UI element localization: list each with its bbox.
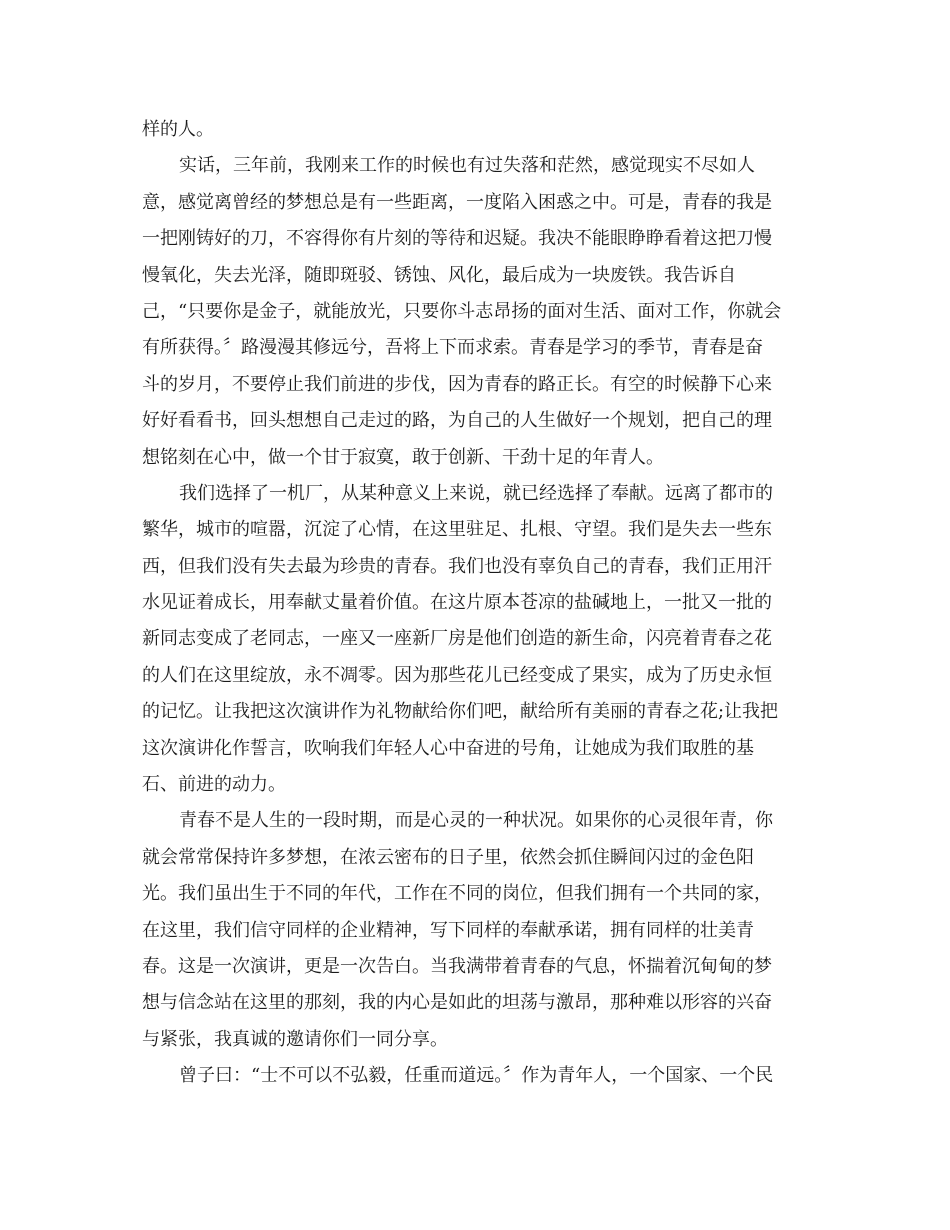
paragraph-first-line: 青春不是人生的一段时期，而是心灵的一种状况。如果你的心灵很年青，你 [179,810,773,832]
text-line: 春。这是一次演讲，更是一次告白。当我满带着青春的气息，怀揣着沉甸甸的梦 [142,955,772,977]
text-line: 好好看看书，回头想想自己走过的路，为自己的人生做好一个规划，把自己的理 [142,410,772,432]
text-line: 西，但我们没有失去最为珍贵的青春。我们也没有辜负自己的青春，我们正用汗 [142,555,772,577]
text-line: 的记忆。让我把这次演讲作为礼物献给你们吧，献给所有美丽的青春之花;让我把 [142,701,779,723]
text-line: 己，“只要你是金子，就能放光，只要你斗志昂扬的面对生活、面对工作，你就会 [142,300,782,322]
text-line: 样的人。 [142,119,214,140]
text-line: 光。我们虽出生于不同的年代，工作在不同的岗位，但我们拥有一个共同的家， [142,883,772,905]
text-line: 意，感觉离曾经的梦想总是有一些距离，一度陷入困惑之中。可是，青春的我是 [142,191,772,213]
text-line: 在这里，我们信守同样的企业精神，写下同样的奉献承诺，拥有同样的壮美青 [142,919,754,941]
body-text [142,112,802,1095]
text-line: 就会常常保持许多梦想，在浓云密布的日子里，依然会抓住瞬间闪过的金色阳 [142,846,754,868]
text-line: 繁华，城市的喧嚣，沉淀了心情，在这里驻足、扎根、守望。我们是失去一些东 [142,519,772,541]
text-line: 斗的岁月，不要停止我们前进的步伐，因为青春的路正长。有空的时候静下心来 [142,373,772,395]
text-line: 想铭刻在心中，做一个甘于寂寞，敢于创新、干劲十足的年青人。 [142,446,664,468]
paragraph-first-line: 实话，三年前，我刚来工作的时候也有过失落和茫然，感觉现实不尽如人 [179,155,755,177]
text-line: 慢氧化，失去光泽，随即斑驳、锈蚀、风化，最后成为一块废铁。我告诉自 [142,264,736,286]
text-line: 这次演讲化作誓言，吹响我们年轻人心中奋进的号角，让她成为我们取胜的基 [142,737,754,759]
paragraph-first-line: 我们选择了一机厂，从某种意义上来说，就已经选择了奉献。远离了都市的 [179,482,773,504]
text-line: 新同志变成了老同志，一座又一座新厂房是他们创造的新生命，闪亮着青春之花 [142,628,772,650]
text-line: 有所获得。〞路漫漫其修远兮，吾将上下而求索。青春是学习的季节，青春是奋 [142,337,763,359]
text-line: 石、前进的动力。 [142,774,286,796]
text-line: 与紧张，我真诚的邀请你们一同分享。 [142,1028,448,1050]
text-line: 想与信念站在这里的那刻，我的内心是如此的坦荡与激昂，那种难以形容的兴奋 [142,992,772,1014]
text-line: 一把刚铸好的刀，不容得你有片刻的等待和迟疑。我决不能眼睁睁看着这把刀慢 [142,228,772,250]
text-line: 的人们在这里绽放，永不凋零。因为那些花儿已经变成了果实，成为了历史永恒 [142,664,772,686]
paragraph-first-line: 曾子曰：“士不可以不弘毅，任重而道远。〞作为青年人，一个国家、一个民 [179,1065,774,1087]
text-line: 水见证着成长，用奉献丈量着价值。在这片原本苍凉的盐碱地上，一批又一批的 [142,592,772,614]
